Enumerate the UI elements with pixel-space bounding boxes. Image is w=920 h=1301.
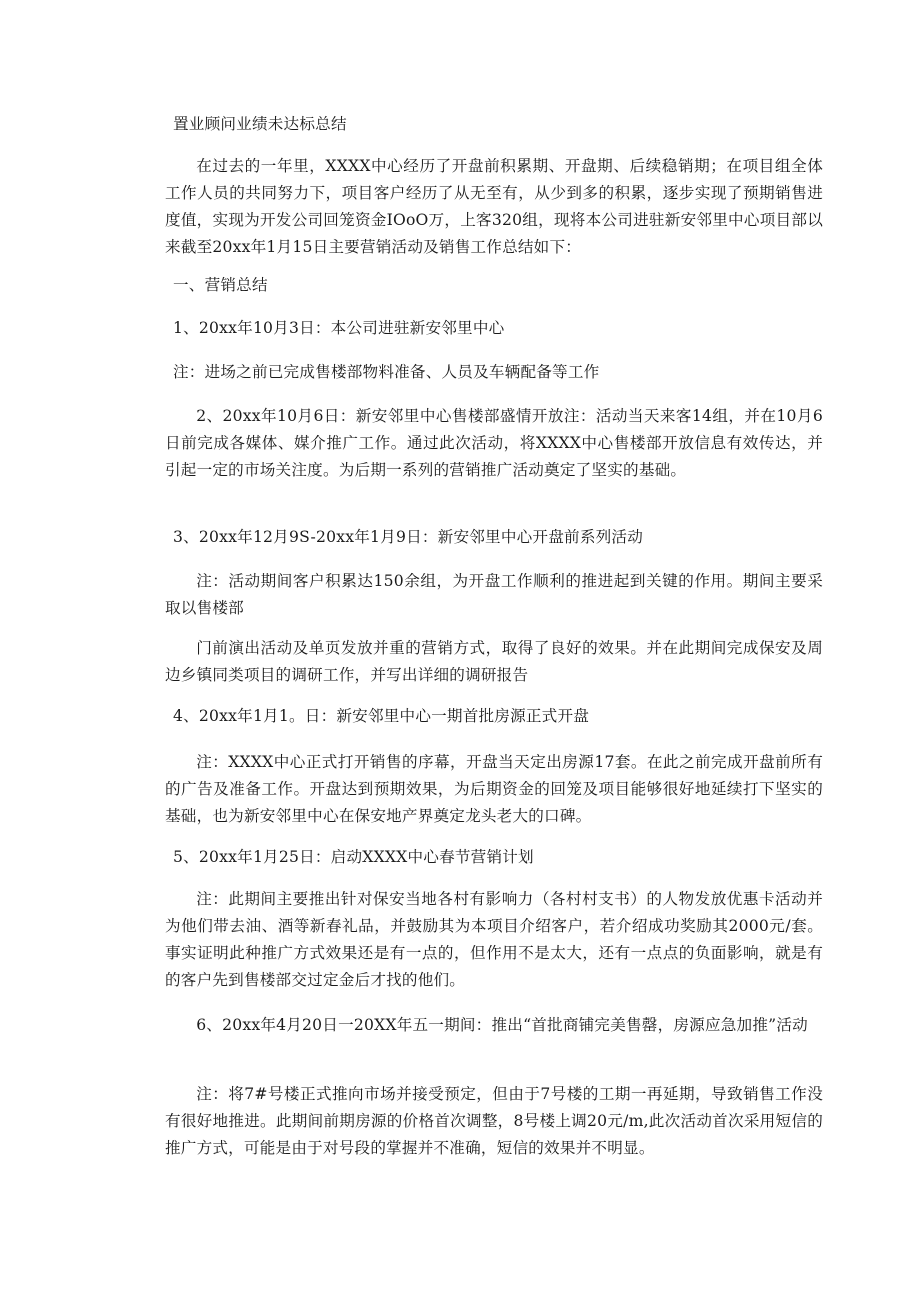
item-1-note: 注：进场之前已完成售楼部物料准备、人员及车辆配备等工作	[173, 363, 600, 381]
item-5: 5、20xx年1月25日：启动XXXX中心春节营销计划	[173, 848, 534, 866]
item-6-note: 注：将7#号楼正式推向市场并接受预定，但由于7号楼的工期一再延期，导致销售工作没有很好地推进。此期间前期房源的价格首次调整，8号楼上调20元/m,此次活动首次采用短信的推广方式，可能是由于对号段的掌握并不准确，短信的效果并不明显。	[165, 1085, 823, 1157]
item-1: 1、20xx年10月3日：本公司进驻新安邻里中心	[173, 319, 505, 337]
item-2: 2、20xx年10月6日：新安邻里中心售楼部盛情开放注：活动当天来客14组，并在10月6日前完成各媒体、媒介推广工作。通过此次活动，将XXXX中心售楼部开放信息有效传达，并引起一定的市场关注度。为后期一系列的营销推广活动奠定了坚实的基础。	[165, 407, 823, 479]
item-3: 3、20xx年12月9S-20xx年1月9日：新安邻里中心开盘前系列活动	[173, 528, 643, 546]
item-3-note: 注：活动期间客户积累达150余组，为开盘工作顺利的推进起到关键的作用。期间主要采取以售楼部	[165, 572, 823, 617]
item-3-note-continued: 门前演出活动及单页发放并重的营销方式，取得了良好的效果。并在此期间完成保安及周边乡镇同类项目的调研工作，并写出详细的调研报告	[165, 639, 823, 684]
item-4-note: 注：XXXX中心正式打开销售的序幕，开盘当天定出房源17套。在此之前完成开盘前所有的广告及准备工作。开盘达到预期效果，为后期资金的回笼及项目能够很好地延续打下坚实的基础，也为新安邻里中心在保安地产界奠定龙头老大的口碑。	[165, 753, 823, 825]
item-6: 6、20xx年4月20日一20XX年五一期间：推出“首批商铺完美售罄，房源应急加推”活动	[196, 1016, 808, 1034]
item-4: 4、20xx年1月1。日：新安邻里中心一期首批房源正式开盘	[173, 707, 590, 725]
section-heading-marketing: 一、营销总结	[173, 276, 268, 294]
intro-paragraph: 在过去的一年里，XXXX中心经历了开盘前积累期、开盘期、后续稳销期；在项目组全体工作人员的共同努力下，项目客户经历了从无至有，从少到多的积累，逐步实现了预期销售进度值，实现为开发公司回笼资金IOoO万，上客320组，现将本公司进驻新安邻里中心项目部以来截至20xx年1月15日主要营销活动及销售工作总结如下：	[165, 157, 823, 256]
document-title: 置业顾问业绩未达标总结	[173, 115, 347, 133]
item-5-note: 注：此期间主要推出针对保安当地各村有影响力（各村村支书）的人物发放优惠卡活动并为他们带去油、酒等新春礼品，并鼓励其为本项目介绍客户，若介绍成功奖励其2000元/套。事实证明此种推广方式效果还是有一点的，但作用不是太大，还有一点点的负面影响，就是有的客户先到售楼部交过定金后才找的他们。	[165, 890, 823, 989]
